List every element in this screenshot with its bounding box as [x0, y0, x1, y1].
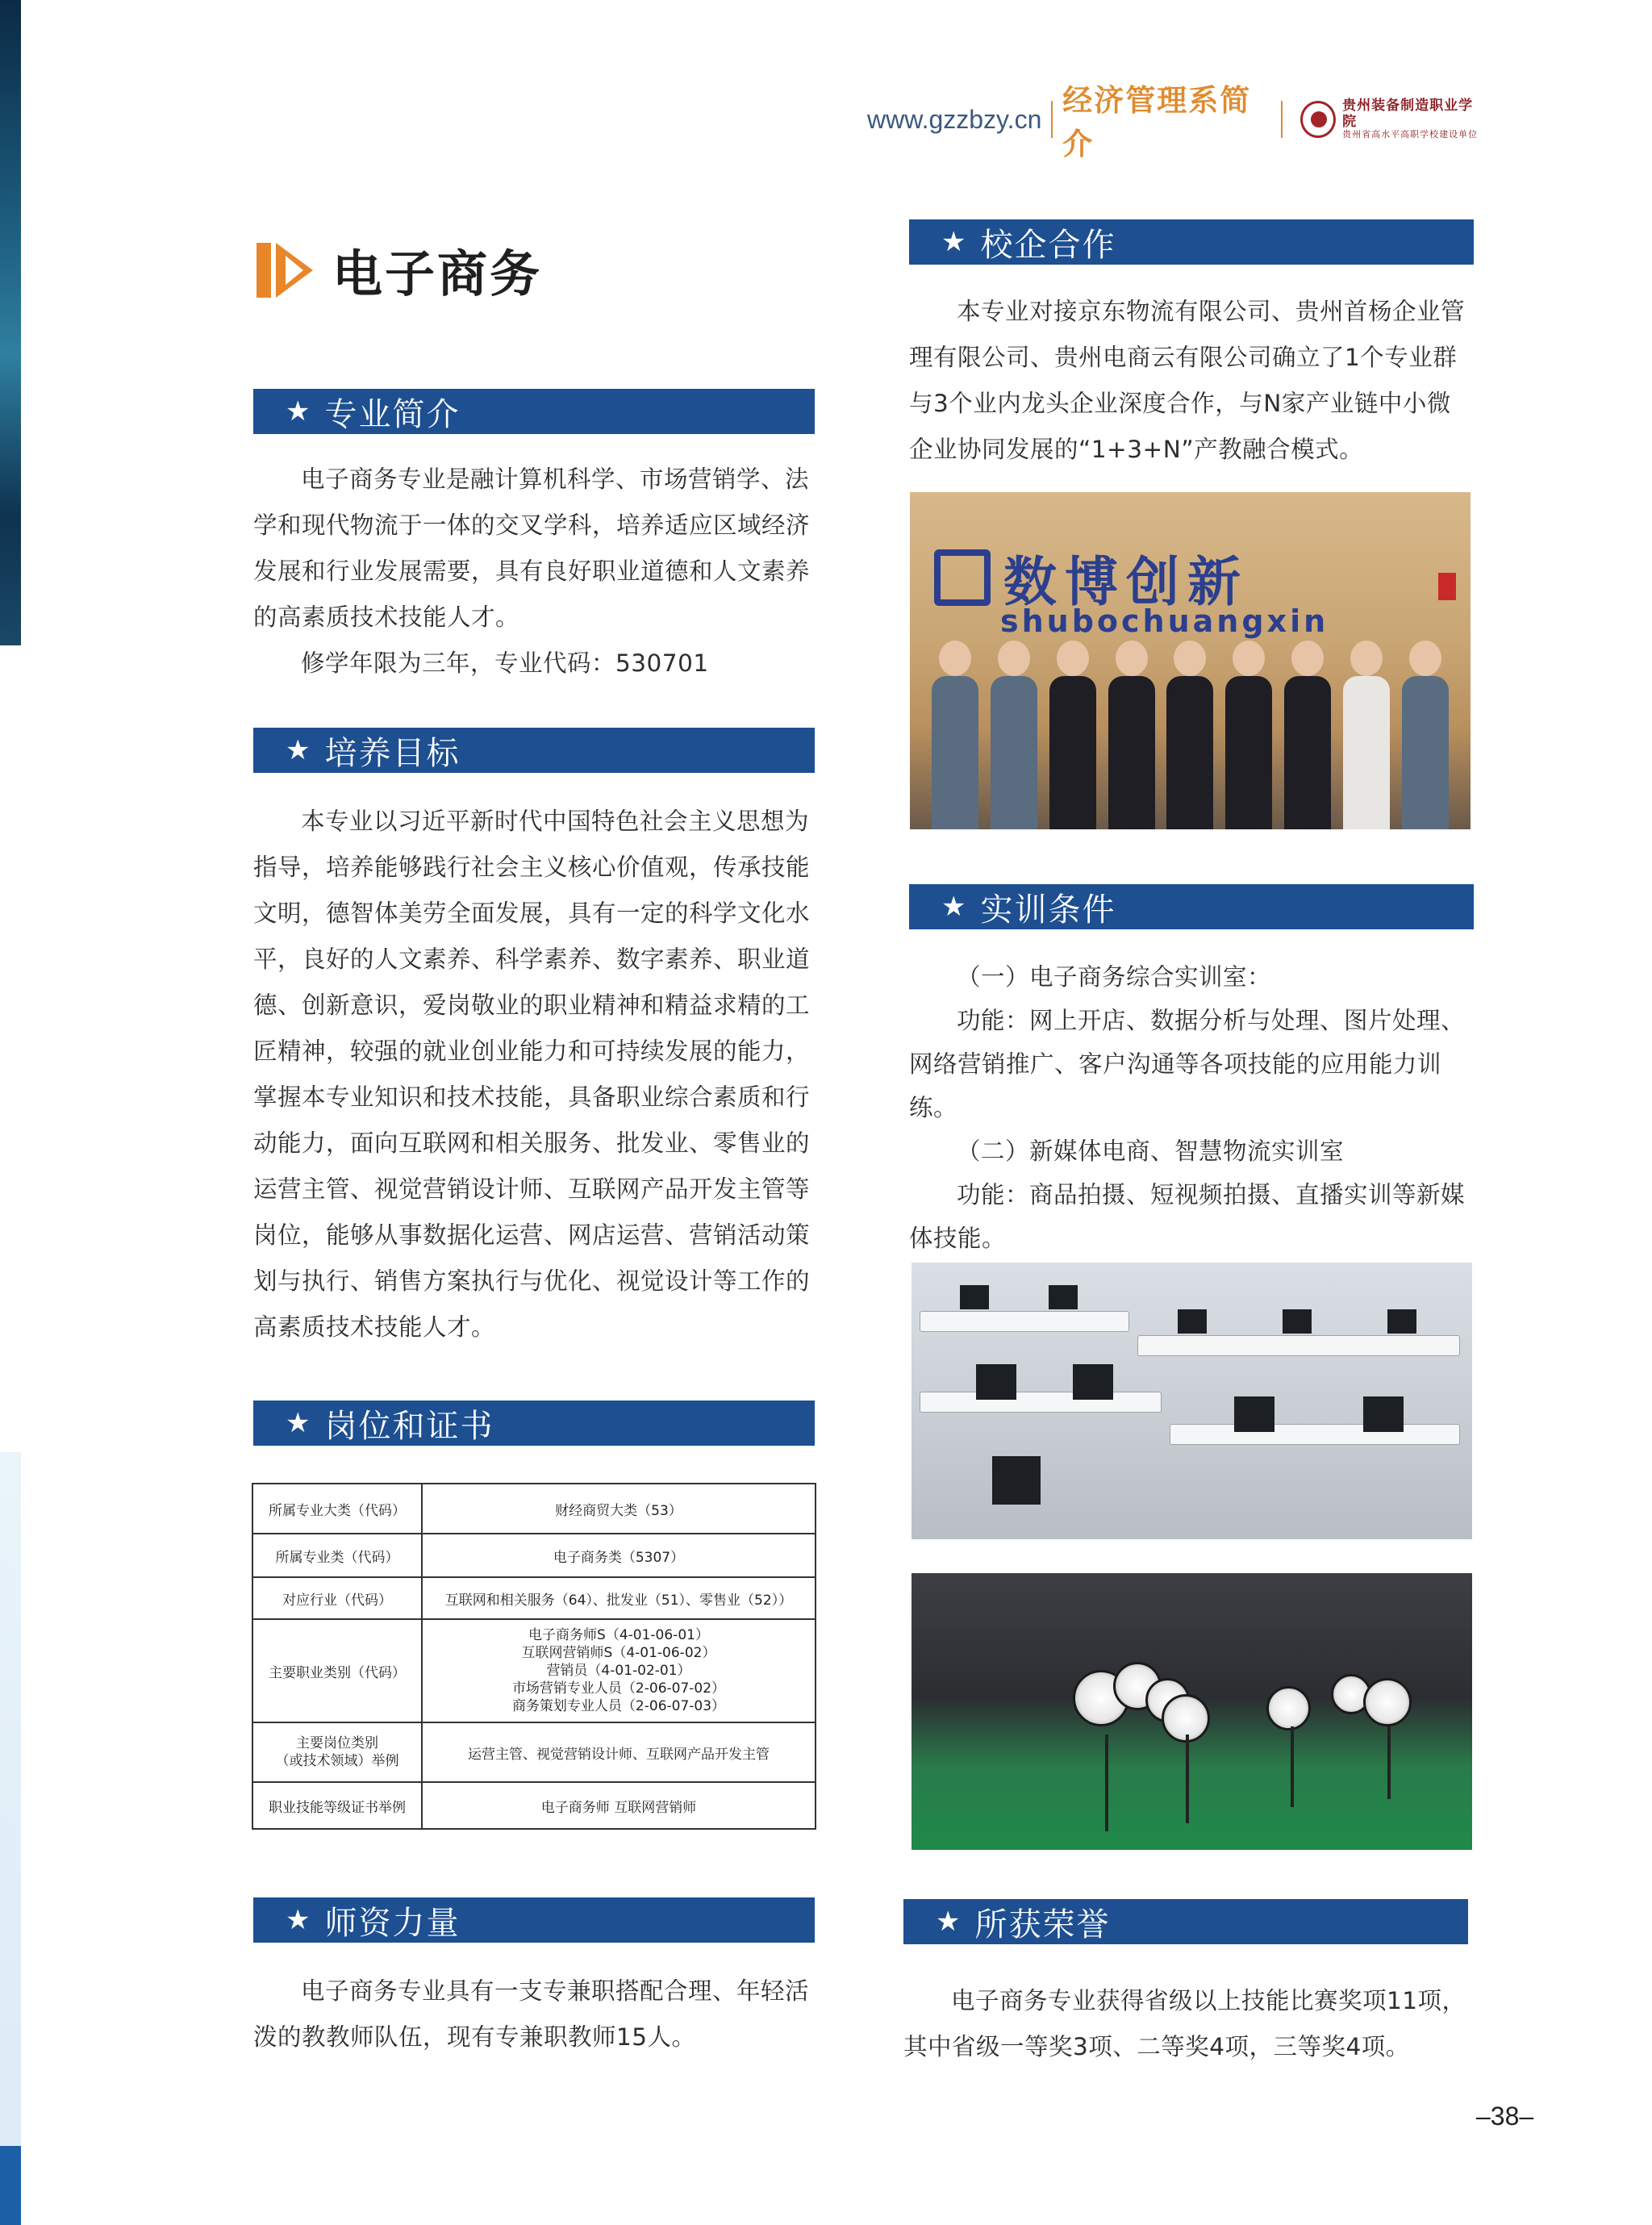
intro-text: [253, 457, 818, 687]
main-title: [257, 234, 542, 306]
training-func-2: 功能：商品拍摄、短视频拍摄、直播实训等新媒体技能。: [909, 1181, 1466, 1252]
table-row: [252, 1534, 816, 1577]
site-url[interactable]: www.gzzbzy.cn: [867, 104, 1042, 134]
wall-notice: [1438, 573, 1456, 600]
star-icon: ★: [941, 891, 966, 923]
star-icon: ★: [286, 1407, 311, 1439]
table-key: 所属专业类（代码）: [252, 1534, 422, 1577]
group-photo: [910, 492, 1471, 829]
training-text: [909, 955, 1474, 1260]
company-logo-icon: [934, 549, 991, 606]
section-header-coop: ★ 校企合作: [909, 219, 1474, 265]
coop-text: [909, 289, 1474, 473]
table-row: [252, 1782, 816, 1829]
star-icon: ★: [936, 1906, 961, 1938]
page-title: 电子商务: [332, 244, 543, 303]
table-key: 主要岗位类别 （或技术领域）举例: [252, 1722, 422, 1782]
table-value: 运营主管、视觉营销设计师、互联网产品开发主管: [422, 1722, 816, 1782]
header-divider-2: [1281, 101, 1283, 138]
star-icon: ★: [286, 734, 311, 766]
star-icon: ★: [286, 1904, 311, 1936]
goal-paragraph: 本专业以习近平新时代中国特色社会主义思想为指导，培养能够践行社会主义核心价值观，传承技能文明，德智体美劳全面发展，具有一定的科学文化水平，良好的人文素养、科学素养、数字素养、职业道德、创新意识，爱岗敬业的职业精神和精益求精的工匠精神，较强的就业创业能力和可持续发展的能力，掌握本专业知识和技术技能，具备职业综合素质和行动能力，面向互联网和相关服务、批发业、零售业的运营主管、视觉营销设计师、互联网产品开发主管等岗位，能够从事数据化运营、网店运营、营销活动策划与执行、销售方案执行与优化、视觉设计等工作的高素质技术技能人才。: [253, 808, 811, 1341]
teachers-paragraph: 电子商务专业具有一支专兼职搭配合理、年轻活泼的教教师队伍，现有专兼职教师15人。: [253, 1977, 810, 2051]
star-icon: ★: [941, 226, 966, 258]
table-value-list: 电子商务师S（4-01-06-01） 互联网营销师S（4-01-06-02） 营销员（4-01-02-01） 市场营销专业人员（2-06-07-02） 商务策划专业人员（2-06-07-03）: [422, 1619, 816, 1722]
teachers-text: [253, 1968, 818, 2060]
honors-text: [903, 1978, 1476, 2070]
company-sign-sub: shubochuangxin: [1000, 603, 1329, 639]
section-header-intro: ★ 专业简介: [253, 389, 815, 434]
page-header: [867, 83, 1480, 161]
training-func-1: 功能：网上开店、数据分析与处理、图片处理、网络营销推广、客户沟通等各项技能的应用能力训练。: [909, 1007, 1466, 1121]
section-header-jobs: ★ 岗位和证书: [253, 1401, 815, 1446]
header-divider: [1051, 101, 1053, 138]
page-number: –38–: [1476, 2102, 1534, 2131]
intro-duration: 修学年限为三年，专业代码：530701: [301, 649, 709, 677]
table-row: [252, 1577, 816, 1619]
section-header-honors: ★ 所获荣誉: [903, 1899, 1468, 1944]
section-header-goal: ★ 培养目标: [253, 728, 815, 773]
department-title: 经济管理系简介: [1062, 83, 1252, 161]
table-key: 职业技能等级证书举例: [252, 1782, 422, 1829]
company-sign: 数博创新: [934, 539, 1249, 616]
honors-paragraph: 电子商务专业获得省级以上技能比赛奖项11项，其中省级一等奖3项、二等奖4项，三等奖4项。: [903, 1987, 1466, 2060]
jobs-certificates-table: [252, 1483, 816, 1830]
table-key: 所属专业大类（代码）: [252, 1484, 422, 1534]
table-key: 对应行业（代码）: [252, 1577, 422, 1619]
table-row: [252, 1484, 816, 1534]
section-header-teachers: ★ 师资力量: [253, 1897, 815, 1943]
left-edge-decoration-mid: [0, 1452, 21, 2146]
left-edge-decoration-bottom: [0, 2146, 21, 2225]
goal-text: [253, 799, 818, 1350]
training-item-2: （二）新媒体电商、智慧物流实训室: [957, 1138, 1345, 1165]
people-group: [926, 628, 1454, 829]
school-name: 贵州装备制造职业学院: [1342, 98, 1474, 130]
school-subtitle: 贵州省高水平高职学校建设单位: [1342, 129, 1479, 140]
photo-studio-photo: [912, 1573, 1472, 1850]
left-edge-decoration-top: [0, 0, 21, 645]
coop-paragraph: 本专业对接京东物流有限公司、贵州首杨企业管理有限公司、贵州电商云有限公司确立了1个专业群与3个业内龙头企业深度合作，与N家产业链中小微企业协同发展的“1+3+N”产教融合模式。: [909, 298, 1466, 463]
table-value: 电子商务类（5307）: [422, 1534, 816, 1577]
school-logo-icon: [1300, 101, 1336, 138]
table-row: [252, 1619, 816, 1722]
table-key: 主要职业类别（代码）: [252, 1619, 422, 1722]
school-name-block: [1342, 98, 1480, 140]
star-icon: ★: [286, 395, 311, 428]
training-item-1: （一）电子商务综合实训室：: [957, 963, 1272, 991]
play-arrow-icon: [257, 241, 318, 299]
intro-paragraph: 电子商务专业是融计算机科学、市场营销学、法学和现代物流于一体的交叉学科，培养适应区域经济发展和行业发展需要，具有良好职业道德和人文素养的高素质技术技能人才。: [253, 465, 811, 631]
table-value: 电子商务师 互联网营销师: [422, 1782, 816, 1829]
computer-lab-photo: [912, 1263, 1472, 1539]
table-value: 财经商贸大类（53）: [422, 1484, 816, 1534]
section-header-training: ★ 实训条件: [909, 884, 1474, 929]
table-row: [252, 1722, 816, 1782]
table-value: 互联网和相关服务（64）、批发业（51）、零售业（52））: [422, 1577, 816, 1619]
